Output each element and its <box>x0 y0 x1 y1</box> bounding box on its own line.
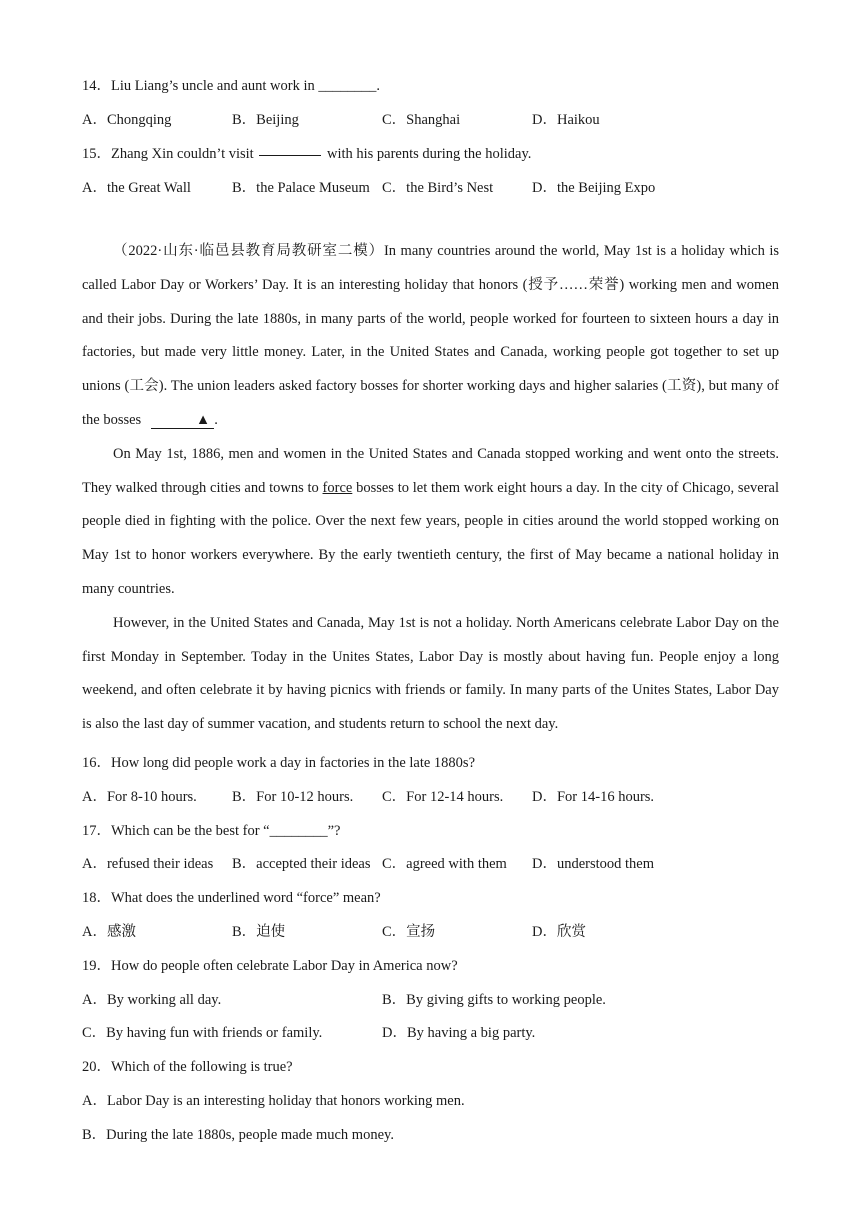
passage-paragraph-2-after: bosses to let them work eight hours a day. In the city of Chicago, several people died in fighting with the police. Over the next few years, people in cities around the world stopped working on May 1st to honor workers everywhere. By the early twentieth century, the first of May became a national holiday in many countries. <box>82 479 779 597</box>
reading-passage <box>82 235 779 742</box>
question-15-option-c: C．the Bird’s Nest <box>382 180 494 196</box>
question-14-stem: 14．Liu Liang’s uncle and aunt work in ________. <box>82 78 381 94</box>
question-18-stem: 18．What does the underlined word “force” mean? <box>82 890 381 906</box>
question-15-stem <box>82 142 531 163</box>
question-15-option-b: B．the Palace Museum <box>232 180 370 196</box>
answer-blank <box>259 154 321 156</box>
question-18-option-b: B．迫使 <box>232 924 286 940</box>
passage-paragraph-3: However, in the United States and Canada, May 1st is not a holiday. North Americans celebrate Labor Day on the first Monday in September. Today in the Unites States, Labor Day is mostly about having fun. People enjoy a long weekend, and often celebrate it by having picnics with friends or family. In many parts of the Unites States, Labor Day is also the last day of summer vacation, and students return to school the next day. <box>82 614 779 733</box>
question-16-option-d: D．For 14-16 hours. <box>532 789 655 805</box>
passage-source: （2022·山东·临邑县教育局教研室二模） <box>113 243 384 259</box>
passage-paragraph-2-before: On May 1st, 1886, men and women in the United States and Canada stopped working and went onto the streets. They walked through cities and towns to <box>82 445 779 496</box>
passage-paragraph-1 <box>82 235 779 438</box>
question-15-option-a: A．the Great Wall <box>82 180 191 196</box>
question-19-option-c: C．By having fun with friends or family. <box>82 1025 323 1041</box>
passage-paragraph-1-end: . <box>214 411 218 428</box>
question-17-option-c: C．agreed with them <box>382 856 507 872</box>
question-19-option-a: A．By working all day. <box>82 992 222 1008</box>
question-17-option-b: B．accepted their ideas <box>232 856 371 872</box>
question-15-stem-before: 15．Zhang Xin couldn’t visit <box>82 146 258 162</box>
question-14-option-a: A．Chongqing <box>82 112 172 128</box>
question-14-option-b: B．Beijing <box>232 112 299 128</box>
question-20-option-b: B．During the late 1880s, people made much money. <box>82 1127 394 1143</box>
question-14-option-c: C．Shanghai <box>382 112 461 128</box>
question-20-option-a: A．Labor Day is an interesting holiday that honors working men. <box>82 1093 465 1109</box>
question-15-stem-after: with his parents during the holiday. <box>323 146 532 162</box>
question-19-option-b: B．By giving gifts to working people. <box>382 992 606 1008</box>
question-18-option-c: C．宣扬 <box>382 924 436 940</box>
passage-paragraph-2 <box>82 438 779 607</box>
question-16-option-a: A．For 8-10 hours. <box>82 789 197 805</box>
question-18-option-d: D．欣赏 <box>532 924 586 940</box>
question-19-option-d: D．By having a big party. <box>382 1025 536 1041</box>
question-17-option-a: A．refused their ideas <box>82 856 214 872</box>
passage-blank-marker: ▲ <box>151 412 214 429</box>
passage-paragraph-1-text: In many countries around the world, May 1st is a holiday which is called Labor Day or Workers’ Day. It is an interesting holiday that honors (授予……荣誉) working men and women and their jobs. During the late 1880s, in many parts of the world, people worked for fourteen to sixteen hours a day in factories, but made very little money. Later, in the United States and Canada, working people got together to set up unions (工会). The union leaders asked factory bosses for shorter working days and higher salaries (工资), but many of the bosses <box>82 243 779 428</box>
question-16-option-c: C．For 12-14 hours. <box>382 789 504 805</box>
underlined-word-force: force <box>322 479 353 496</box>
question-15-option-d: D．the Beijing Expo <box>532 180 656 196</box>
question-19-stem: 19．How do people often celebrate Labor Day in America now? <box>82 958 458 974</box>
question-17-option-d: D．understood them <box>532 856 655 872</box>
question-18-option-a: A．感激 <box>82 924 136 940</box>
question-16-stem: 16．How long did people work a day in factories in the late 1880s? <box>82 755 476 771</box>
question-20-stem: 20．Which of the following is true? <box>82 1059 293 1075</box>
question-17-stem: 17．Which can be the best for “________”? <box>82 823 341 839</box>
question-16-option-b: B．For 10-12 hours. <box>232 789 354 805</box>
question-14-option-d: D．Haikou <box>532 112 600 128</box>
